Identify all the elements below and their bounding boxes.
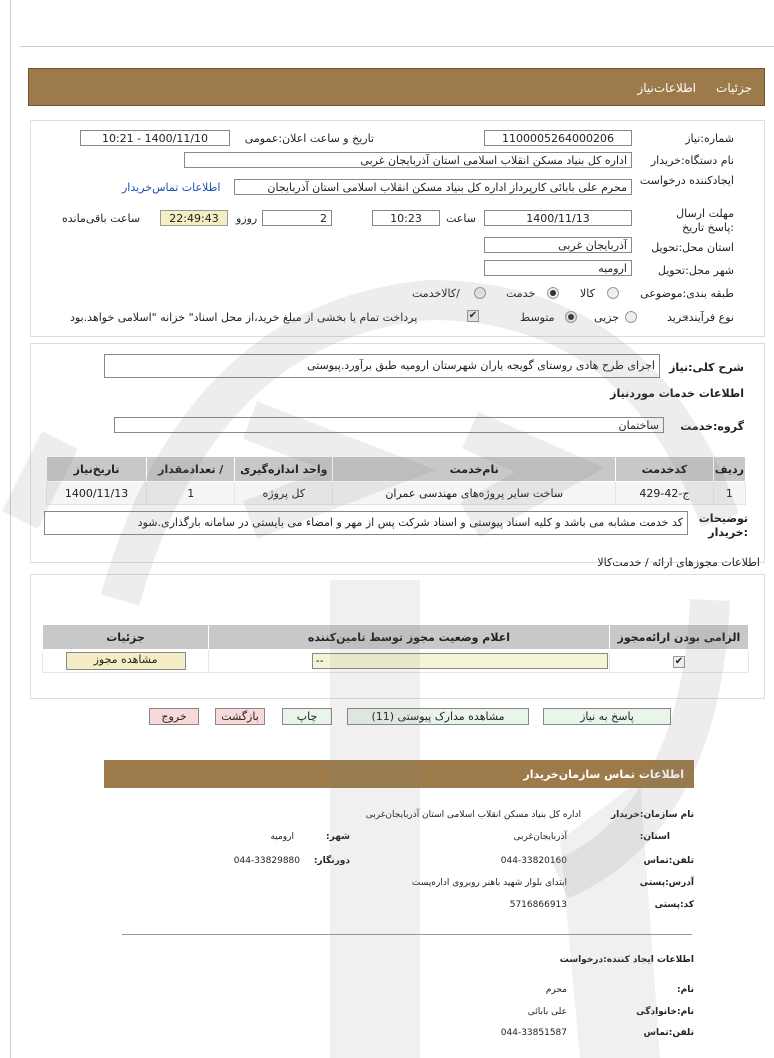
buyer-org-field: اداره کل بنیاد مسکن انقلاب اسلامی استان آذربایجان غربی — [184, 152, 632, 168]
category-label: طبقه بندی:موضوعی — [640, 287, 734, 300]
summary-field: اجرای طرح هادی روستای گویجه یاران شهرستان ارومیه طبق برآورد.پیوستی — [104, 354, 660, 378]
contact-address-value: ابتدای بلوار شهید باهنر روبروی اداره‌پست — [411, 878, 567, 888]
creator-phone-label: تلفن:تماس — [643, 1028, 694, 1038]
contact-province-value: آذربایجان‌غربی — [513, 832, 567, 842]
category-radio-service[interactable] — [547, 287, 559, 299]
creator-family-label: نام:خانوادگی — [636, 1007, 694, 1017]
process-medium-label: متوسط — [520, 311, 555, 324]
col-unit: واحد اندازه‌گیری — [235, 457, 333, 482]
service-group-field: ساختمان — [114, 417, 664, 433]
process-buy-label: خرید — [667, 311, 689, 324]
col-row: ردیف — [713, 457, 745, 482]
cell-row: 1 — [713, 482, 745, 505]
cell-need-date: 1400/11/13 — [47, 482, 147, 505]
process-minor-label: جزیی — [594, 311, 620, 324]
remaining-label: ساعت باقی‌مانده — [62, 212, 141, 225]
city-label: شهر محل:تحویل — [657, 264, 734, 277]
cell-service-code: ج-42-429 — [616, 482, 714, 505]
days-label: روزو — [236, 212, 258, 225]
back-button[interactable]: بازگشت — [215, 708, 265, 725]
announce-field: 1400/11/10 - 10:21 — [80, 130, 230, 146]
col-quantity: / تعدادمقدار — [147, 457, 235, 482]
process-radio-medium[interactable] — [565, 311, 577, 323]
buyer-notes-label: توضیحات :خریدار — [698, 512, 748, 539]
tab-details[interactable]: جزئیات — [716, 81, 752, 95]
col-service-code: کدخدمت — [616, 457, 714, 482]
process-label: نوع فرآیند: — [684, 311, 734, 324]
summary-label: شرح کلی:نیاز — [669, 361, 744, 374]
contact-divider — [122, 934, 692, 935]
category-service-label: خدمت — [506, 287, 536, 300]
creator-family-value: علی بابائی — [527, 1007, 567, 1017]
creator-name-label: نام: — [677, 985, 694, 995]
contact-phone-value: 044-33820160 — [500, 856, 567, 866]
top-divider — [20, 46, 774, 47]
contact-postal-value: 5716866913 — [509, 900, 567, 910]
deadline-time-field: 10:23 — [372, 210, 440, 226]
permit-required-checkbox[interactable]: ✔ — [674, 656, 684, 667]
cell-unit: کل پروژه — [235, 482, 333, 505]
page-header-bar — [28, 68, 765, 106]
contact-org-label: نام سازمان:خریدار — [610, 810, 694, 820]
permits-table — [42, 624, 749, 673]
permit-status-field[interactable]: -- — [312, 653, 608, 669]
category-goods-label: کالا — [580, 287, 595, 300]
contact-postal-label: کد:پستی — [654, 900, 694, 910]
left-border-line — [10, 0, 11, 1058]
contact-header — [104, 760, 694, 788]
col-need-date: تاریخ‌نیاز — [47, 457, 147, 482]
reply-button[interactable]: پاسخ به نیاز — [543, 708, 671, 725]
contact-fax-label: دورنگار: — [313, 856, 350, 866]
creator-label: ایجادکننده درخواست — [639, 174, 734, 187]
table-row — [47, 482, 746, 505]
service-group-label: گروه:خدمت — [680, 420, 744, 433]
contact-city-value: ارومیه — [270, 832, 294, 842]
exit-button[interactable]: خروج — [149, 708, 199, 725]
creator-field: محرم علی بابائی کارپرداز اداره کل بنیاد مسکن انقلاب اسلامی استان آذربایجان — [234, 179, 632, 195]
province-field: آذربایجان غربی — [484, 237, 632, 253]
creator-info-title: اطلاعات ایجاد کننده:درخواست — [559, 955, 694, 965]
contact-org-value: اداره کل بنیاد مسکن انقلاب اسلامی استان آذربایجان‌غربی — [365, 810, 581, 820]
remaining-time-field: 22:49:43 — [160, 210, 228, 226]
cell-service-name: ساخت سایر پروژه‌های مهندسی عمران — [333, 482, 616, 505]
services-title: اطلاعات خدمات موردنیاز — [610, 387, 744, 400]
col-permit-details: جزئیات — [43, 625, 209, 650]
need-number-field: 1100005264000206 — [484, 130, 632, 146]
contact-header-title: اطلاعات تماس سازمان‌خریدار — [523, 768, 684, 781]
contact-address-label: آدرس:پستی — [639, 878, 694, 888]
view-permit-button[interactable]: مشاهده مجوز — [66, 652, 186, 670]
cell-quantity: 1 — [147, 482, 235, 505]
tab-need-info[interactable]: اطلاعات‌نیاز — [637, 81, 696, 95]
cell-permit-status — [209, 650, 610, 673]
category-goods-service-label: /کالاخدمت — [412, 287, 460, 300]
contact-phone-label: تلفن:تماس — [643, 856, 694, 866]
deadline-label: مهلت ارسال :پاسخ تاریخ — [676, 207, 734, 234]
contact-fax-value: 044-33829880 — [233, 856, 300, 866]
table-row — [43, 650, 749, 673]
cell-permit-required — [609, 650, 748, 673]
need-number-label: شماره:نیاز — [685, 132, 734, 145]
category-radio-goods[interactable] — [607, 287, 619, 299]
creator-name-value: محرم — [545, 985, 567, 995]
contact-province-label: استان: — [639, 832, 670, 842]
province-label: استان محل:تحویل — [651, 241, 734, 254]
buyer-org-label: نام دستگاه:خریدار — [650, 154, 734, 167]
category-radio-goods-service[interactable] — [474, 287, 486, 299]
buyer-contact-link[interactable]: اطلاعات تماس‌خریدار — [122, 181, 221, 194]
contact-city-label: شهر: — [326, 832, 350, 842]
buyer-notes-field: کد خدمت مشابه می باشد و کلیه اسناد پیوستی و اسناد شرکت پس از مهر و امضاء می بایستی در سامانه بارگذاری.شود — [44, 511, 688, 535]
print-button[interactable]: چاپ — [282, 708, 332, 725]
announce-label: تاریخ و ساعت اعلان:عمومی — [244, 132, 374, 145]
cell-permit-details — [43, 650, 209, 673]
deadline-date-field: 1400/11/13 — [484, 210, 632, 226]
permits-title: اطلاعات مجوزهای ارائه / خدمت‌کالا — [597, 556, 760, 569]
col-service-name: نام‌خدمت — [333, 457, 616, 482]
services-table — [46, 456, 746, 505]
city-field: ارومیه — [484, 260, 632, 276]
payment-note: پرداخت تمام یا بخشی از مبلغ خرید،از محل اسناد" خزانه "اسلامی خواهد.بود — [70, 311, 418, 324]
creator-phone-value: 044-33851587 — [500, 1028, 567, 1038]
days-field: 2 — [262, 210, 332, 226]
col-permit-status: اعلام وضعیت مجوز توسط تامین‌کننده — [209, 625, 610, 650]
treasury-checkbox[interactable]: ✔ — [468, 310, 478, 321]
time-label: ساعت — [446, 212, 476, 225]
view-attachments-button[interactable]: مشاهده مدارک پیوستی (11) — [347, 708, 529, 725]
process-radio-minor[interactable] — [625, 311, 637, 323]
col-permit-required: الزامی بودن ارائه‌مجوز — [609, 625, 748, 650]
